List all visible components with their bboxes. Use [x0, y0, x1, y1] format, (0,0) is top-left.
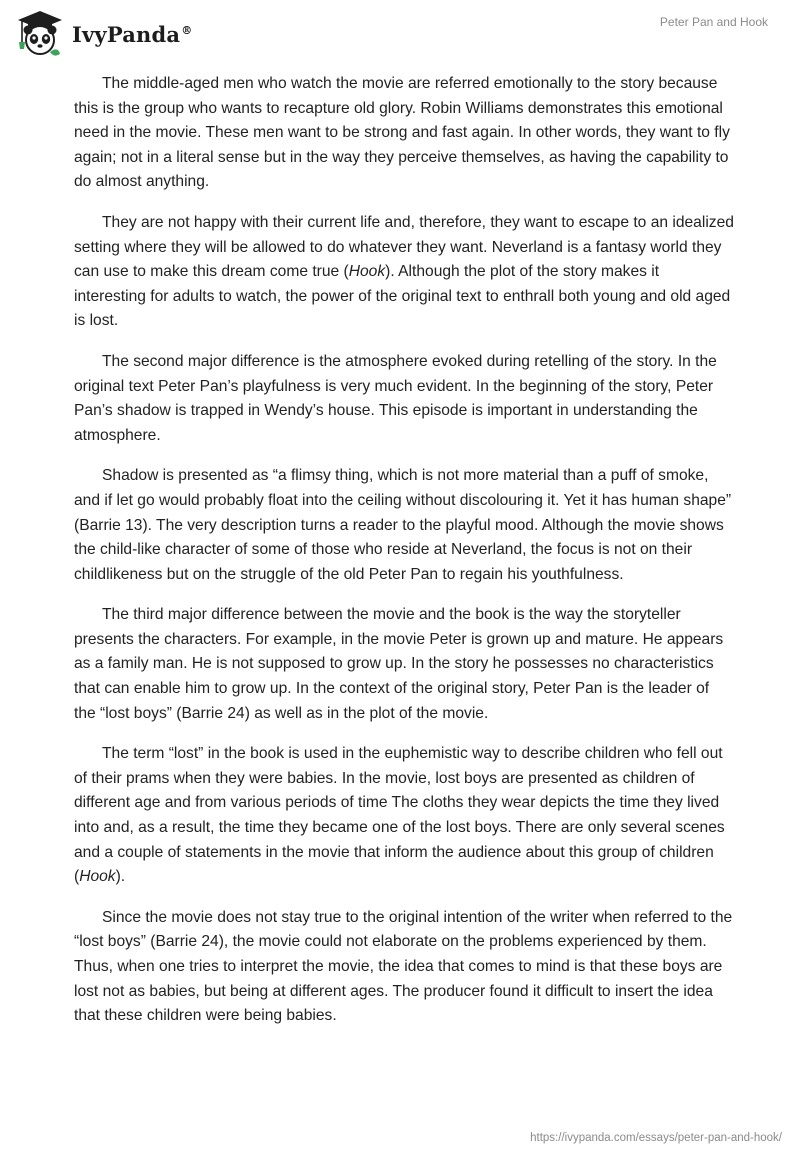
document-title: Peter Pan and Hook: [659, 15, 768, 29]
paragraph-7: Since the movie does not stay true to the original intention of the writer when referred to the “lost boys” (Barrie 24), the movie could not elaborate on the problems experienced by them. Thus, when one tries to interpret the movie, the idea that comes to mind is that these boys are lost not as babies, but being at different ages. The producer found it difficult to insert the idea that these children were being babies.: [74, 908, 733, 1025]
paragraph-5: The third major difference between the movie and the book is the way the storyteller presents the characters. For example, in the movie Peter is grown up and mature. He appears as a family man. He is not supposed to grow up. In the story he possesses no characteristics that can enable him to grow up. In the context of the original story, Peter Pan is the leader of the “lost boys” (Barrie 24) as well as in the plot of the movie.: [74, 606, 724, 722]
essay-body: [74, 72, 734, 1045]
paragraph-2-italic-title: Hook: [348, 263, 386, 281]
paragraph-6: [74, 742, 734, 890]
paragraph-6-text-after: ).: [115, 868, 126, 886]
registered-mark: ®: [181, 23, 193, 37]
ivypanda-logo[interactable]: [14, 8, 192, 60]
paragraph-2: [74, 211, 734, 334]
brand-name: IvyPanda®: [72, 21, 193, 47]
source-url-link[interactable]: https://ivypanda.com/essays/peter-pan-and-hook/: [530, 1132, 782, 1144]
paragraph-6-italic-title: Hook: [79, 868, 116, 886]
panda-graduation-cap-icon: [14, 8, 66, 60]
paragraph-3: The second major difference is the atmosphere evoked during retelling of the story. In the original text Peter Pan’s playfulness is very much evident. In the beginning of the story, Peter Pan’s shadow is trapped in Wendy’s house. This episode is important in understanding the atmosphere.: [74, 352, 717, 444]
paragraph-2-text-before: They are not happy with their current life and, therefore, they want to escape to an idealized setting where they will be allowed to do whatever they want. Neverland is a fantasy world they can use to make this dream come true (: [74, 213, 734, 281]
page-header: [14, 8, 786, 60]
paragraph-2-text-after: ). Although the plot of the story makes it interesting for adults to watch, the power of the original text to enthrall both young and old aged is lost.: [74, 263, 731, 330]
paragraph-4: Shadow is presented as “a flimsy thing, which is not more material than a puff of smoke, and if let go would probably float into the ceiling without discolouring it. Yet it has human shape” (Barrie 13). The very description turns a reader to the playful mood. Although the movie shows the child-like character of some of those who reside at Neverland, the focus is not on their childlikeness but on the struggle of the old Peter Pan to regain his youthfulness.: [74, 467, 732, 583]
paragraph-6-text-before: The term “lost” in the book is used in the euphemistic way to describe children who fell out of their prams when they were babies. In the movie, lost boys are presented as children of different age and from various periods of time The cloths they wear depicts the time they lived into and, as a result, the time they became one of the lost boys. There are only several scenes and a couple of statements in the movie that inform the audience about this group of children (: [74, 745, 725, 886]
paragraph-1: The middle-aged men who watch the movie are referred emotionally to the story because this is the group who wants to recapture old glory. Robin Williams demonstrates this emotional need in the movie. These men want to be strong and fast again. In other words, they want to fly again; not in a literal sense but in the way they perceive themselves, as having the capability to do almost anything.: [74, 75, 730, 191]
